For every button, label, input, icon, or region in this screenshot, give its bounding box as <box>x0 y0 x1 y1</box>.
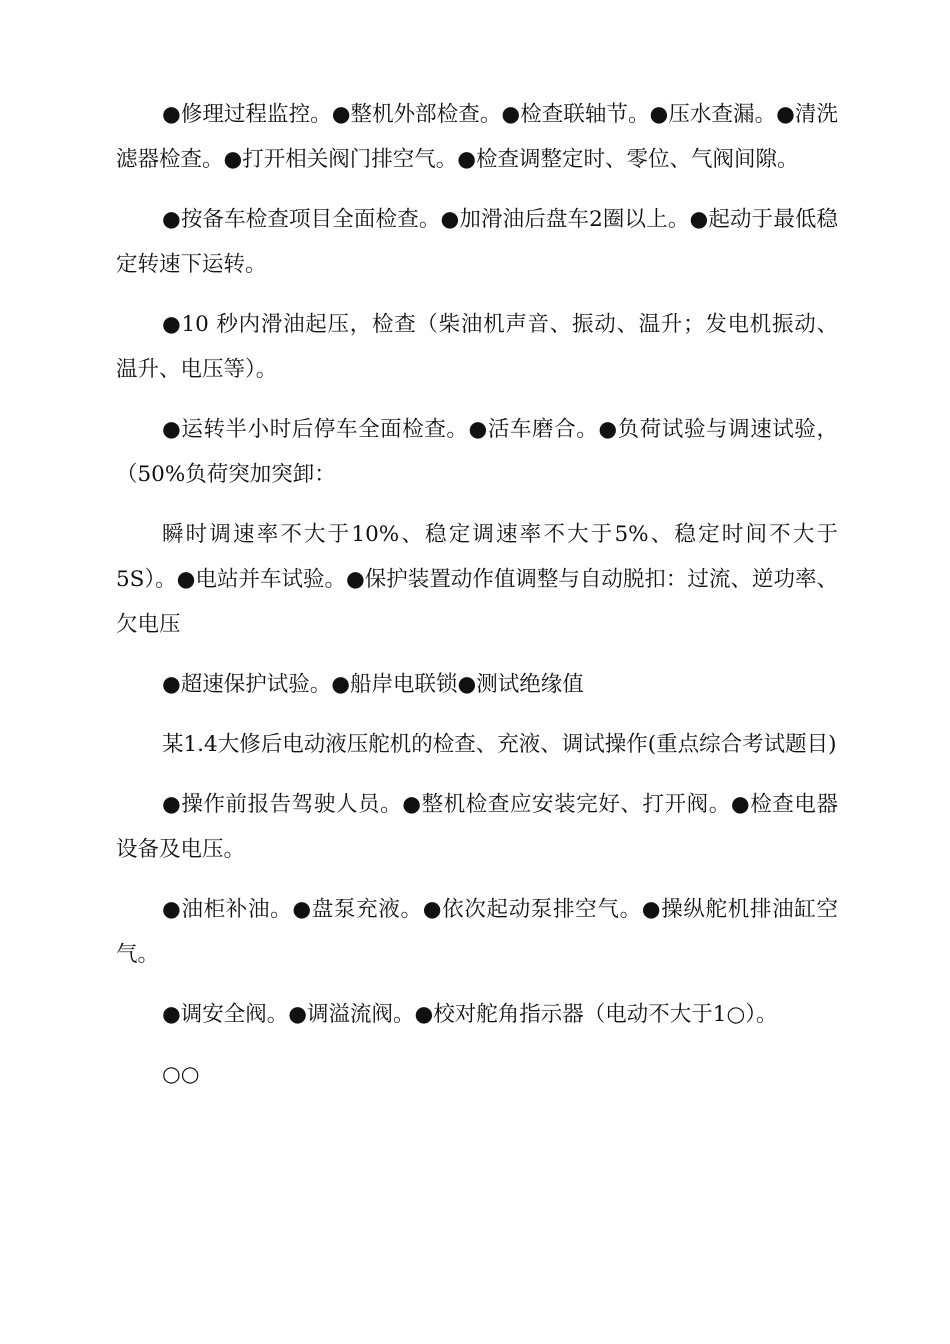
paragraph-trailing-symbols: ○○ <box>162 1062 200 1087</box>
paragraph-overhaul-monitoring: ●修理过程监控。●整机外部检查。●检查联轴节。●压水查漏。●清洗滤器检查。●打开相关阀门排空气。●检查调整定时、零位、气阀间隙。 <box>116 102 838 172</box>
section-heading-steering-gear: 某1.4大修后电动液压舵机的检查、充液、调试操作(重点综合考试题目) <box>162 732 837 757</box>
paragraph-oil-filling: ●油柜补油。●盘泵充液。●依次起动泵排空气。●操纵舵机排油缸空气。 <box>116 897 838 967</box>
paragraph-oil-pressure-check: ●10 秒内滑油起压，检查（柴油机声音、振动、温升；发电机振动、温升、电压等）。 <box>116 312 838 382</box>
paragraph-load-test: ●运转半小时后停车全面检查。●活车磨合。●负荷试验与调速试验，（50%负荷突加突卸： <box>116 417 838 487</box>
paragraph-speed-regulation: 瞬时调速率不大于10%、稳定调速率不大于5%、稳定时间不大于5S）。●电站并车试验。●保护装置动作值调整与自动脱扣：过流、逆功率、欠电压 <box>116 522 838 637</box>
paragraph-pre-operation: ●操作前报告驾驶人员。●整机检查应安装完好、打开阀。●检查电器设备及电压。 <box>116 792 838 862</box>
paragraph-valve-adjustment: ●调安全阀。●调溢流阀。●校对舵角指示器（电动不大于1○）。 <box>162 1002 778 1027</box>
paragraph-pre-start-check: ●按备车检查项目全面检查。●加滑油后盘车2圈以上。●起动于最低稳定转速下运转。 <box>116 207 838 277</box>
document-body <box>116 92 838 1112</box>
paragraph-overspeed-test: ●超速保护试验。●船岸电联锁●测试绝缘值 <box>162 672 584 697</box>
